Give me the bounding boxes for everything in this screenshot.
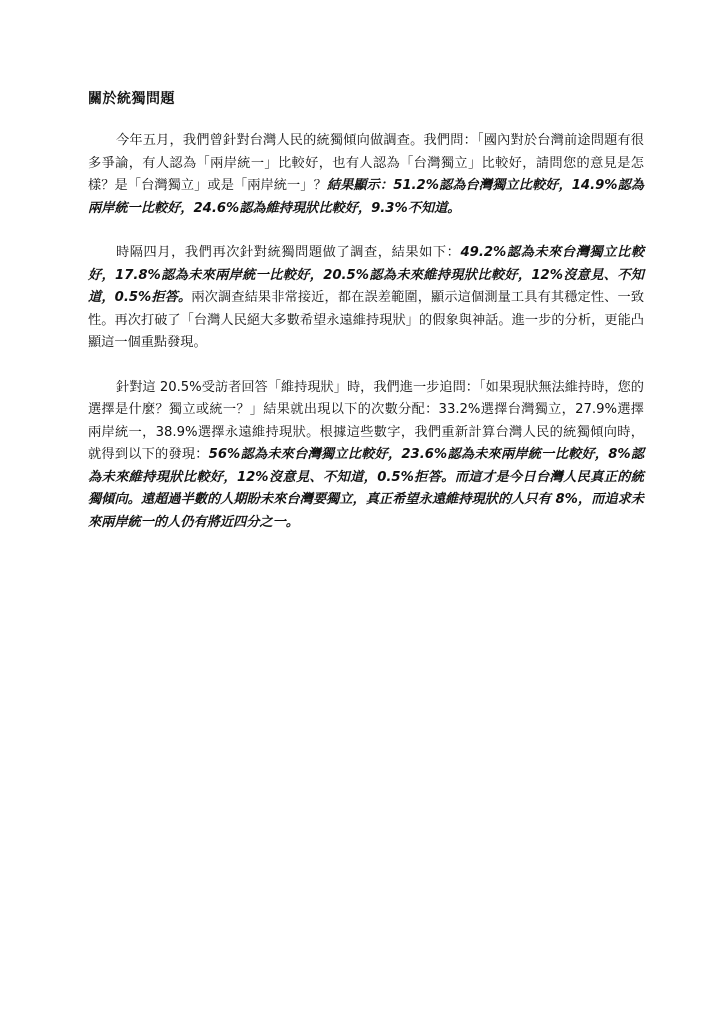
paragraph-may-survey bbox=[88, 130, 644, 220]
emphasized-result: 56%認為未來台灣獨立比較好，23.6%認為未來兩岸統一比較好，8%認為未來維持現狀比較好，12%沒意見、不知道，0.5%拒答。而這才是今日台灣人民真正的統獨傾向。遠超過半數的人期盼未來台灣要獨立，真正希望永遠維持現狀的人只有 8%，而追求未來兩岸統一的人仍有將近四分之一。 bbox=[88, 447, 645, 530]
text-run: 針對這 20.5%受訪者回答「維持現狀」時，我們進一步追問：「如果現狀無法維持時，您的選擇是什麼？獨立或統一？」結果就出現以下的次數分配：33.2%選擇台灣獨立，27.9%選擇兩岸統一，38.9%選擇永遠維持現狀。根據這些數字，我們重新計算台灣人民的統獨傾向時，就得到以下的發現： bbox=[88, 379, 644, 462]
emphasized-result: 49.2%認為未來台灣獨立比較好，17.8%認為未來兩岸統一比較好，20.5%認為未來維持現狀比較好，12%沒意見、不知道，0.5%拒答。 bbox=[88, 245, 645, 305]
document-title: 關於統獨問題 bbox=[88, 91, 175, 107]
paragraph-status-quo-followup bbox=[88, 377, 644, 535]
text-run: 今年五月，我們曾針對台灣人民的統獨傾向做調查。我們問：「國內對於台灣前途問題有很多爭論，有人認為「兩岸統一」比較好，也有人認為「台灣獨立」比較好，請問您的意見是怎樣？是「台灣獨立」或是「兩岸統一」？ bbox=[88, 133, 644, 193]
text-run: 兩次調查結果非常接近，都在誤差範圍，顯示這個測量工具有其穩定性、一致性。再次打破了「台灣人民絕大多數希望永遠維持現狀」的假象與神話。進一步的分析，更能凸顯這一個重點發現。 bbox=[88, 290, 645, 350]
emphasized-result: 結果顯示：51.2%認為台灣獨立比較好，14.9%認為兩岸統一比較好，24.6%認為維持現狀比較好，9.3%不知道。 bbox=[88, 178, 644, 216]
document-body bbox=[88, 88, 644, 556]
text-run: 時隔四月，我們再次針對統獨問題做了調查，結果如下： bbox=[116, 245, 461, 260]
paragraph-september-survey bbox=[88, 242, 644, 355]
